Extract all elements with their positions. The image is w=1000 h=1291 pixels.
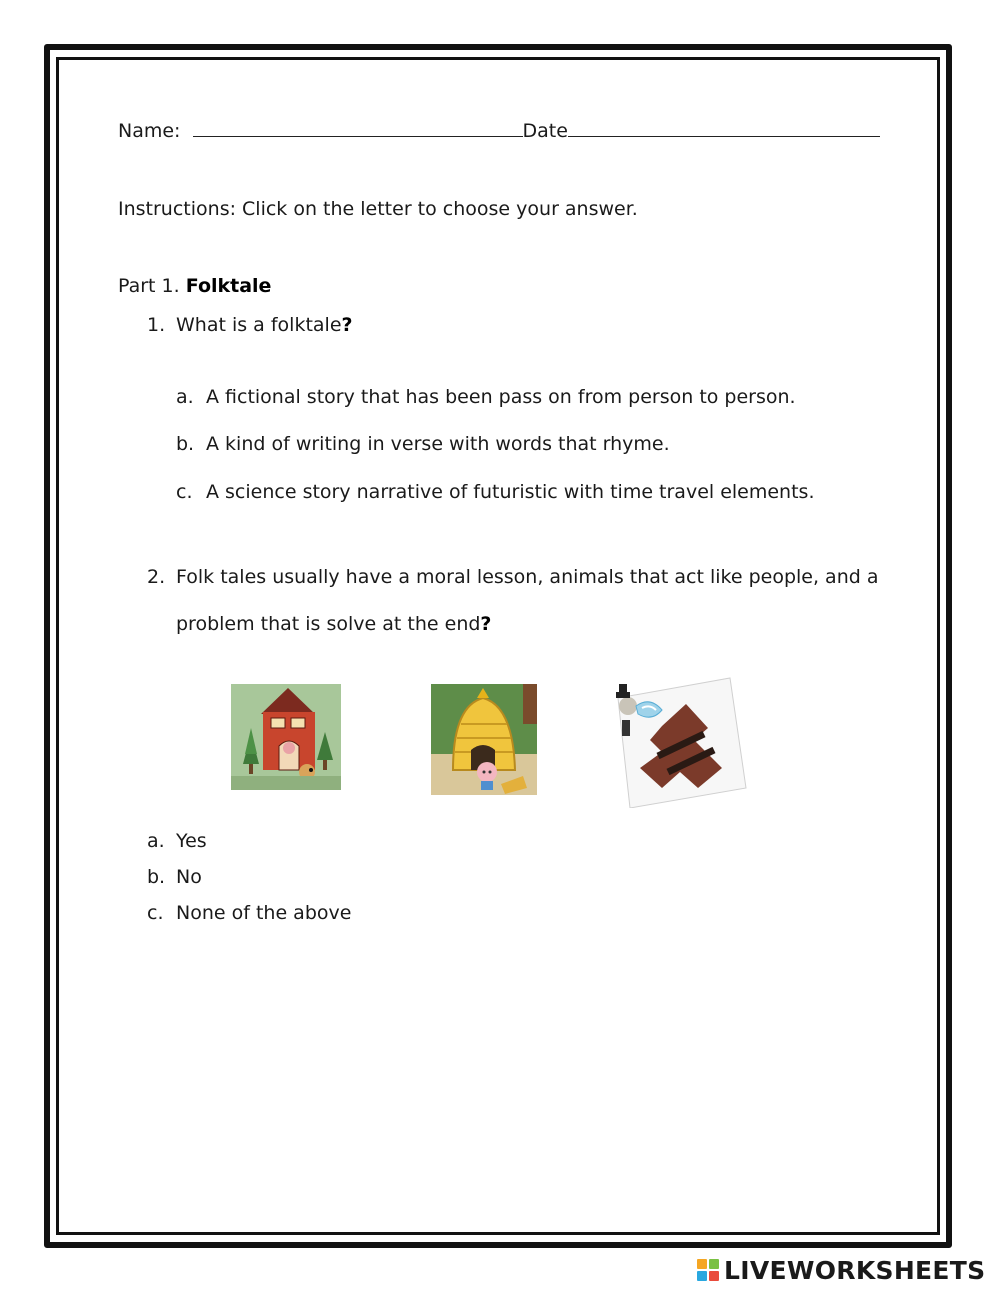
question-2-stem-end: problem that is solve at the end — [176, 613, 481, 635]
brand-name: LIVEWORKSHEETS — [724, 1255, 986, 1285]
liveworksheets-logo — [697, 1256, 985, 1284]
question-1-text — [176, 313, 353, 337]
q2-option-a-letter[interactable]: a. — [147, 830, 165, 852]
q1-option-b-text: A kind of writing in verse with words that rhyme. — [206, 433, 670, 455]
instructions: Instructions: Click on the letter to choose your answer. — [118, 198, 638, 220]
q1-option-c-text: A science story narrative of futuristic with time travel elements. — [206, 481, 815, 503]
date-label: Date — [522, 120, 568, 142]
q1-option-b-letter[interactable]: b. — [176, 433, 195, 455]
q1-option-a-text: A fictional story that has been pass on from person to person. — [206, 386, 796, 408]
question-1-stem: What is a folktale — [176, 314, 342, 336]
name-label: Name: — [118, 120, 181, 142]
q2-option-a-text: Yes — [176, 830, 207, 852]
q2-option-c-text: None of the above — [176, 902, 352, 924]
question-2-line-2 — [176, 612, 491, 636]
q2-option-b-letter[interactable]: b. — [147, 866, 166, 888]
part-title: Folktale — [185, 275, 272, 297]
part-heading — [118, 274, 271, 298]
wolf-blowing-image — [612, 676, 748, 808]
question-1-number: 1. — [147, 314, 166, 336]
date-blank[interactable] — [568, 118, 880, 137]
inner-border — [56, 57, 940, 1235]
q2-option-b-text: No — [176, 866, 202, 888]
q1-option-c-letter[interactable]: c. — [176, 481, 193, 503]
question-2-mark: ? — [480, 613, 492, 635]
q2-option-c-letter[interactable]: c. — [147, 902, 164, 924]
part-prefix: Part 1. — [118, 275, 180, 297]
q1-option-a-letter[interactable]: a. — [176, 386, 194, 408]
question-2-number: 2. — [147, 566, 166, 588]
name-blank[interactable] — [193, 118, 523, 137]
logo-mark-icon — [697, 1259, 719, 1281]
name-date-row — [118, 118, 880, 143]
brick-house-image — [231, 684, 341, 790]
question-2-line-1: Folk tales usually have a moral lesson, animals that act like people, and a — [176, 566, 879, 588]
question-1-mark: ? — [341, 314, 353, 336]
straw-house-image — [431, 684, 537, 795]
